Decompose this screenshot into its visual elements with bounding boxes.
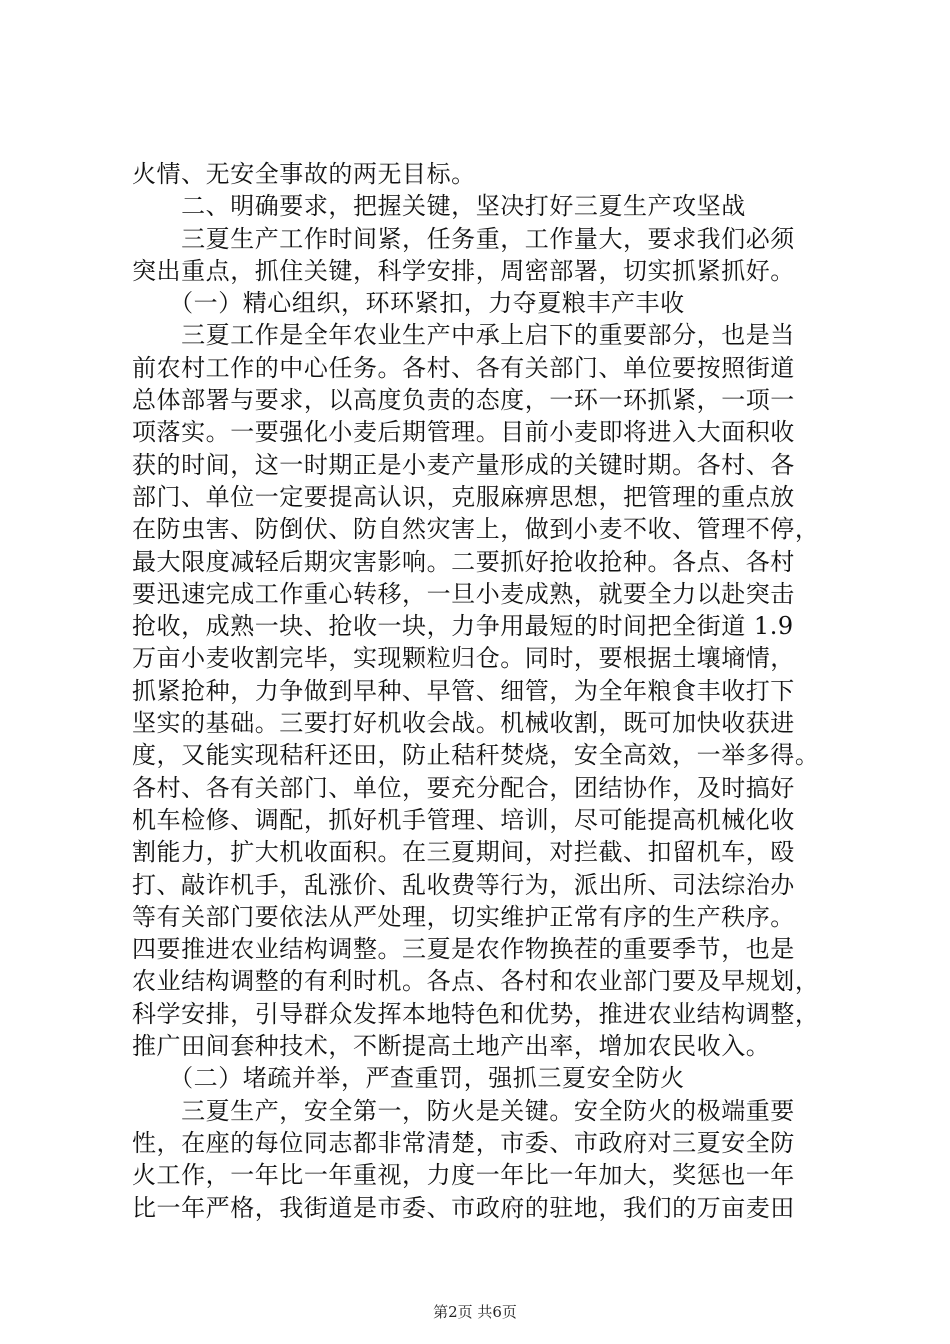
text-line: 三夏生产，安全第一，防火是关键。安全防火的极端重要 [132,1096,795,1125]
page-footer: 第2页 共6页 [433,1303,517,1321]
text-line: 抢收，成熟一块、抢收一块，力争用最短的时间把全街道 1.9 [132,612,794,641]
text-line: 割能力，扩大机收面积。在三夏期间，对拦截、扣留机车，殴 [132,838,795,867]
text-line: 获的时间，这一时期正是小麦产量形成的关键时期。各村、各 [132,450,795,479]
text-line: 二、明确要求，把握关键，坚决打好三夏生产攻坚战 [132,192,746,221]
text-line: 农业结构调整的有利时机。各点、各村和农业部门要及早规划， [132,967,820,996]
text-line: 在防虫害、防倒伏、防自然灾害上，做到小麦不收、管理不停， [132,515,820,544]
text-line: 火工作，一年比一年重视，力度一年比一年加大，奖惩也一年 [132,1161,795,1190]
text-line: （一）精心组织，环环紧扣，力夺夏粮丰产丰收 [132,289,685,318]
text-line: 各村、各有关部门、单位，要充分配合，团结协作，及时搞好 [132,773,795,802]
text-line: 最大限度减轻后期灾害影响。二要抓好抢收抢种。各点、各村 [132,547,795,576]
text-line: 打、敲诈机手，乱涨价、乱收费等行为，派出所、司法综治办 [132,870,795,899]
text-line: 项落实。一要强化小麦后期管理。目前小麦即将进入大面积收 [132,418,795,447]
text-line: 坚实的基础。三要打好机收会战。机械收割，既可加快收获进 [132,709,795,738]
text-line: 要迅速完成工作重心转移，一旦小麦成熟，就要全力以赴突击 [132,579,795,608]
text-line: 推广田间套种技术，不断提高土地产出率，增加农民收入。 [132,1032,771,1061]
text-line: 抓紧抢种，力争做到早种、早管、细管，为全年粮食丰收打下 [132,676,795,705]
text-line: 等有关部门要依法从严处理，切实维护正常有序的生产秩序。 [132,902,795,931]
text-line: 科学安排，引导群众发挥本地特色和优势，推进农业结构调整， [132,999,820,1028]
text-line: 前农村工作的中心任务。各村、各有关部门、单位要按照街道 [132,353,795,382]
text-line: 火情、无安全事故的两无目标。 [132,160,476,188]
text-line: （二）堵疏并举，严查重罚，强抓三夏安全防火 [132,1064,685,1093]
text-line: 四要推进农业结构调整。三夏是农作物换茬的重要季节，也是 [132,935,795,964]
text-line: 度，又能实现秸秆还田，防止秸秆焚烧，安全高效，一举多得。 [132,741,820,770]
text-line: 突出重点，抓住关键，科学安排，周密部署，切实抓紧抓好。 [132,256,795,285]
text-line: 总体部署与要求，以高度负责的态度，一环一环抓紧，一项一 [132,386,795,415]
text-line: 机车检修、调配，抓好机手管理、培训，尽可能提高机械化收 [132,805,795,834]
text-line: 三夏生产工作时间紧，任务重，工作量大，要求我们必须 [132,224,795,253]
document-body [132,158,832,1224]
text-line: 比一年严格，我街道是市委、市政府的驻地，我们的万亩麦田 [132,1193,795,1222]
text-line: 性，在座的每位同志都非常清楚，市委、市政府对三夏安全防 [132,1128,795,1157]
text-line: 万亩小麦收割完毕，实现颗粒归仓。同时，要根据土壤墒情， [132,644,795,673]
text-line: 部门、单位一定要提高认识，克服麻痹思想，把管理的重点放 [132,482,795,511]
text-line: 三夏工作是全年农业生产中承上启下的重要部分，也是当 [132,321,795,350]
